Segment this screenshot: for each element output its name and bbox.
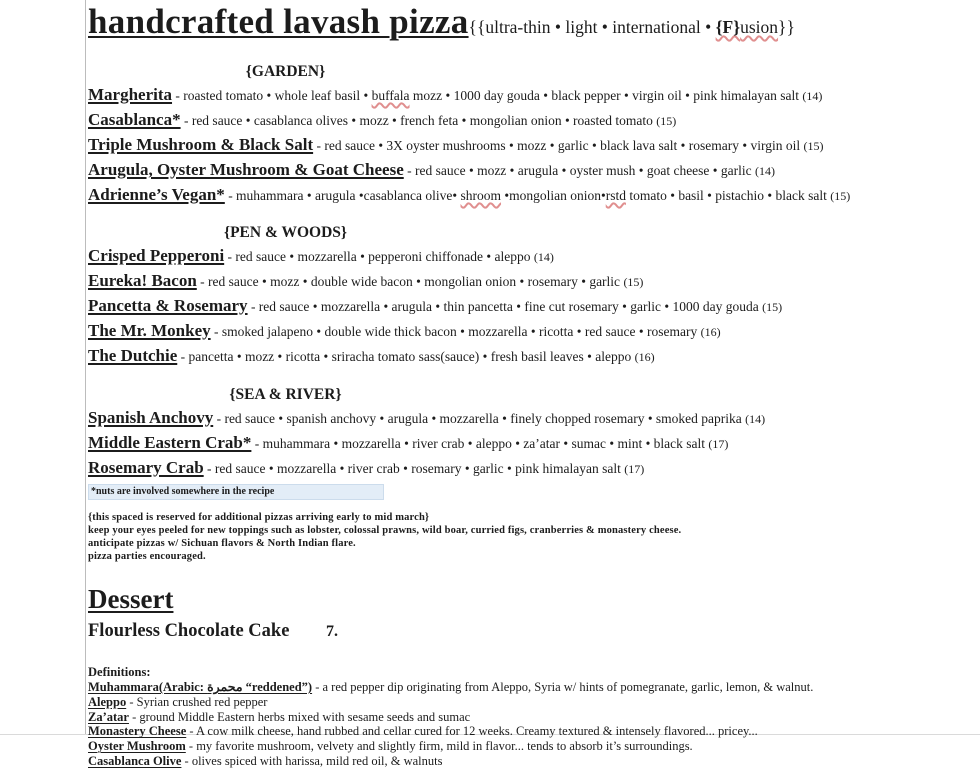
menu-item-name: Casablanca*	[88, 110, 181, 129]
dessert-item	[88, 617, 978, 646]
menu-item	[88, 269, 978, 294]
menu-item-description: - red sauce • spanish anchovy • arugula • mozzarella • finely chopped rosemary • smoked paprika	[213, 411, 742, 426]
menu-item-price: (14)	[745, 412, 766, 426]
menu-item-price: (15)	[623, 275, 644, 289]
definition-entry	[88, 695, 978, 710]
menu-item-description: - red sauce • casablanca olives • mozz • french feta • mongolian onion • roasted tomato	[180, 113, 653, 128]
menu-item-description: - smoked jalapeno • double wide thick bacon • mozzarella • ricotta • red sauce • rosemary	[210, 324, 698, 339]
note-line: anticipate pizzas w/ Sichuan flavors & North Indian flare.	[88, 538, 356, 549]
definition-text: - olives spiced with harissa, mild red oil, & walnuts	[184, 753, 443, 768]
menu-item-price: (15)	[803, 139, 824, 153]
menu-item-description: - red sauce • mozzarella • arugula • thin pancetta • fine cut rosemary • garlic • 1000 day gouda	[247, 299, 759, 314]
future-pizzas-note	[88, 511, 978, 563]
definition-entry	[88, 680, 978, 695]
dessert-item-name: Flourless Chocolate Cake	[88, 621, 290, 641]
menu-item	[88, 406, 978, 431]
definition-entry	[88, 724, 978, 739]
dessert-item-price: 7.	[326, 623, 338, 640]
definition-entry	[88, 754, 978, 769]
menu-item-description: - red sauce • mozzarella • river crab • rosemary • garlic • pink himalayan salt	[203, 461, 621, 476]
menu-item	[88, 133, 978, 158]
definition-text: - a red pepper dip originating from Aleppo, Syria w/ hints of pomegranate, garlic, lemon, & walnut.	[315, 680, 814, 694]
menu-item-name: Arugula, Oyster Mushroom & Goat Cheese	[88, 160, 404, 179]
page-left-border	[85, 0, 86, 735]
definition-text: - my favorite mushroom, velvety and slightly firm, mild in flavor... tends to absorb it’s surroundings.	[188, 739, 693, 754]
menu-item-price: (15)	[656, 114, 677, 128]
menu-item	[88, 83, 978, 108]
menu-item	[88, 294, 978, 319]
menu-item	[88, 183, 978, 208]
menu-item-name: Pancetta & Rosemary	[88, 296, 248, 315]
menu-item-name: Rosemary Crab	[88, 458, 204, 477]
note-line: {this spaced is reserved for additional pizzas arriving early to mid march}	[88, 512, 430, 523]
definition-text: - ground Middle Eastern herbs mixed with sesame seeds and sumac	[132, 709, 471, 724]
menu-item-name: Eureka! Bacon	[88, 271, 197, 290]
definition-text: - A cow milk cheese, hand rubbed and cellar cured for 12 weeks. Creamy textured & intensely flavored... pricey...	[189, 724, 758, 739]
definition-term: Monastery Cheese	[88, 724, 187, 739]
menu-item-name: Margherita	[88, 85, 173, 104]
menu-item-price: (17)	[708, 437, 729, 451]
section-header-garden: {GARDEN}	[245, 63, 326, 80]
menu-item-price: (16)	[700, 325, 721, 339]
note-line: pizza parties encouraged.	[88, 551, 206, 562]
menu-item-name: The Dutchie	[88, 346, 178, 365]
dessert-heading: Dessert	[88, 584, 174, 614]
menu-item-name: Adrienne’s Vegan*	[88, 185, 225, 204]
menu-item-description: - pancetta • mozz • ricotta • sriracha tomato sass(sauce) • fresh basil leaves • aleppo	[177, 349, 632, 364]
menu-item-description: - muhammara • arugula •casablanca olive• shroom •mongolian onion•rstd tomato • basil • pistachio • black salt	[224, 188, 827, 203]
menu-item-price: (14)	[533, 250, 554, 264]
menu-tagline: {{ultra-thin • light • international • {F}usion}}	[468, 17, 795, 37]
menu-item-price: (16)	[634, 350, 655, 364]
menu-document	[88, 0, 978, 769]
definition-term: Casablanca Olive	[88, 753, 182, 768]
title-row	[88, 0, 978, 43]
menu-item-name: The Mr. Monkey	[88, 321, 211, 340]
menu-item-name: Triple Mushroom & Black Salt	[88, 135, 314, 154]
menu-item	[88, 344, 978, 369]
note-line: keep your eyes peeled for new toppings such as lobster, colossal prawns, wild boar, curried figs, cranberries & monastery cheese.	[88, 525, 682, 536]
menu-item-description: - muhammara • mozzarella • river crab • aleppo • za’atar • sumac • mint • black salt	[251, 436, 706, 451]
definition-text: - Syrian crushed red pepper	[129, 694, 268, 709]
section-header-sea-river: {SEA & RIVER}	[229, 386, 342, 403]
menu-item-price: (15)	[830, 189, 851, 203]
menu-item-name: Spanish Anchovy	[88, 408, 214, 427]
definition-entry	[88, 739, 978, 754]
nuts-footnote: *nuts are involved somewhere in the recipe	[88, 484, 384, 500]
menu-title: handcrafted lavash pizza	[88, 2, 469, 41]
menu-item	[88, 158, 978, 183]
definition-entry	[88, 710, 978, 725]
menu-item	[88, 431, 978, 456]
definition-term: Oyster Mushroom	[88, 739, 186, 754]
menu-item-price: (14)	[755, 164, 776, 178]
menu-item-price: (15)	[762, 300, 783, 314]
menu-item-description: - red sauce • 3X oyster mushrooms • mozz • garlic • black lava salt • rosemary • virgin oil	[313, 138, 801, 153]
menu-item-price: (17)	[624, 462, 645, 476]
definition-term: Muhammara(Arabic: محمرة “reddened”)	[88, 680, 313, 694]
menu-item-description: - roasted tomato • whole leaf basil • buffala mozz • 1000 day gouda • black pepper • virgin oil • pink himalayan salt	[172, 88, 799, 103]
menu-item-price: (14)	[802, 89, 823, 103]
section-header-pen-woods: {PEN & WOODS}	[223, 224, 348, 241]
menu-item-description: - red sauce • mozz • double wide bacon • mongolian onion • rosemary • garlic	[196, 274, 621, 289]
menu-item-description: - red sauce • mozzarella • pepperoni chiffonade • aleppo	[224, 249, 531, 264]
menu-item	[88, 456, 978, 481]
definitions-heading: Definitions:	[88, 665, 151, 679]
menu-item-name: Crisped Pepperoni	[88, 246, 225, 265]
menu-item	[88, 244, 978, 269]
menu-item	[88, 319, 978, 344]
definition-term: Aleppo	[88, 694, 127, 709]
menu-item	[88, 108, 978, 133]
definition-term: Za’atar	[88, 709, 129, 724]
menu-item-description: - red sauce • mozz • arugula • oyster mush • goat cheese • garlic	[403, 163, 752, 178]
menu-item-name: Middle Eastern Crab*	[88, 433, 252, 452]
